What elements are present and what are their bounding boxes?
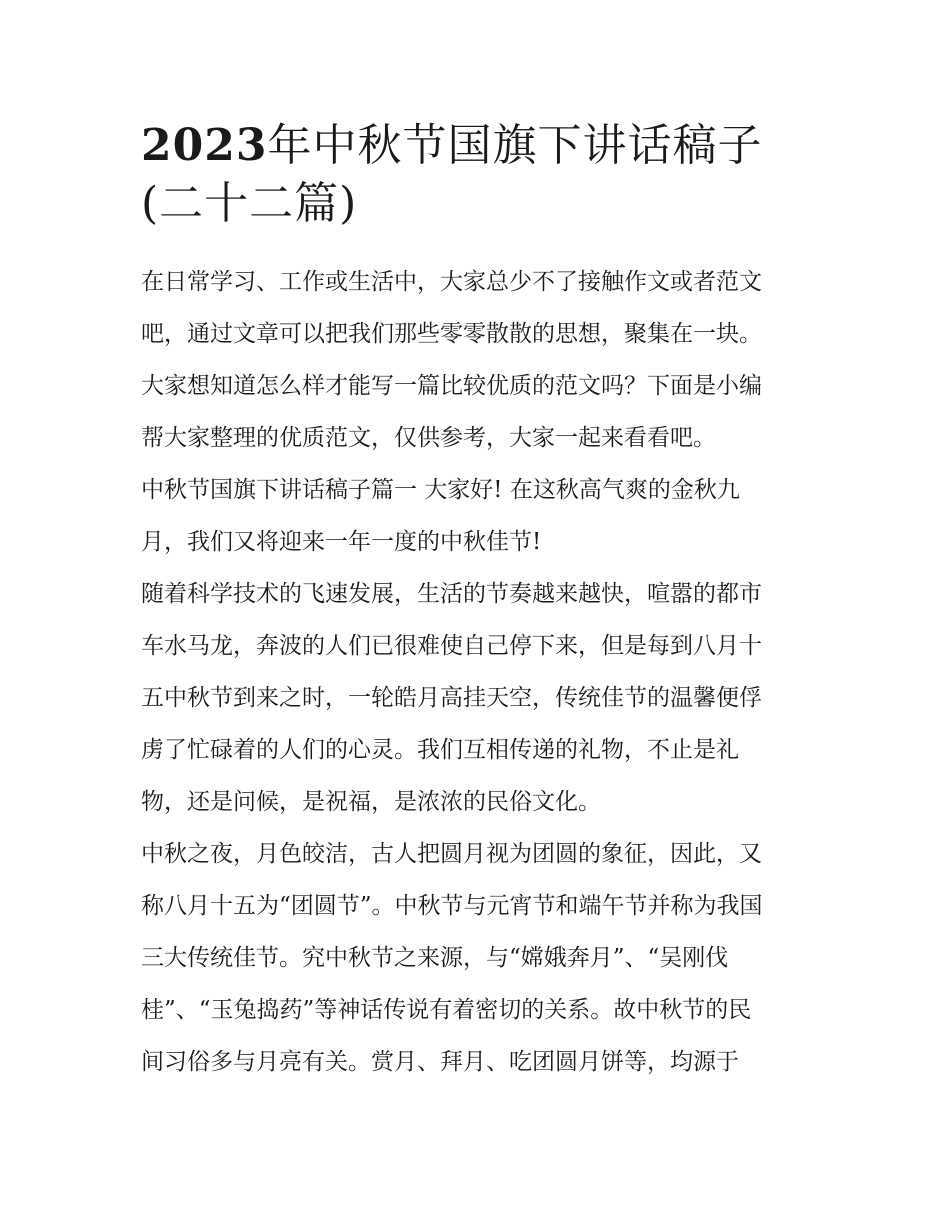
text-line: 称八月十五为“团圆节”。中秋节与元宵节和端午节并称为我国 (141, 893, 763, 919)
title-line-2: (二十二篇) (141, 178, 358, 229)
text-line: 中秋之夜，月色皎洁，古人把圆月视为团圆的象征，因此，又 (141, 841, 762, 867)
title-line-1 (141, 118, 813, 176)
text-line: 三大传统佳节。究中秋节之来源，与“嫦娥奔月”、“吴刚伐 (141, 945, 729, 971)
text-line: 虏了忙碌着的人们的心灵。我们互相传递的礼物，不止是礼 (141, 737, 739, 763)
text-line: 桂”、“玉兔捣药”等神话传说有着密切的关系。故中秋节的民 (141, 997, 752, 1023)
text-line: 月，我们又将迎来一年一度的中秋佳节! (141, 529, 542, 555)
text-line: 大家想知道怎么样才能写一篇比较优质的范文吗？下面是小编 (141, 373, 762, 399)
text-line: 中秋节国旗下讲话稿子篇一 大家好! 在这秋高气爽的金秋九 (141, 477, 740, 503)
text-line: 帮大家整理的优质范文，仅供参考，大家一起来看看吧。 (141, 425, 716, 451)
text-line: 在日常学习、工作或生活中，大家总少不了接触作文或者范文 (141, 269, 762, 295)
title-year: 2023 (141, 120, 268, 171)
document-title (141, 118, 813, 234)
text-line: 物，还是问候，是祝福，是浓浓的民俗文化。 (141, 789, 601, 815)
text-line: 随着科学技术的飞速发展，生活的节奏越来越快，喧嚣的都市 (141, 581, 762, 607)
paragraph-intro (141, 256, 813, 464)
text-line: 间习俗多与月亮有关。赏月、拜月、吃团圆月饼等，均源于 (141, 1049, 739, 1075)
document-page (141, 118, 813, 1088)
document-body (141, 256, 813, 1088)
text-line: 吧，通过文章可以把我们那些零零散散的思想，聚集在一块。 (141, 321, 762, 347)
title-text: 年中秋节国旗下讲话稿子 (267, 120, 763, 171)
text-line: 车水马龙，奔波的人们已很难使自己停下来，但是每到八月十 (141, 633, 762, 659)
paragraph-greeting (141, 464, 813, 568)
text-line: 五中秋节到来之时，一轮皓月高挂天空，传统佳节的温馨便俘 (141, 685, 762, 711)
paragraph-modern-life (141, 568, 813, 828)
paragraph-festival-origin (141, 828, 813, 1088)
